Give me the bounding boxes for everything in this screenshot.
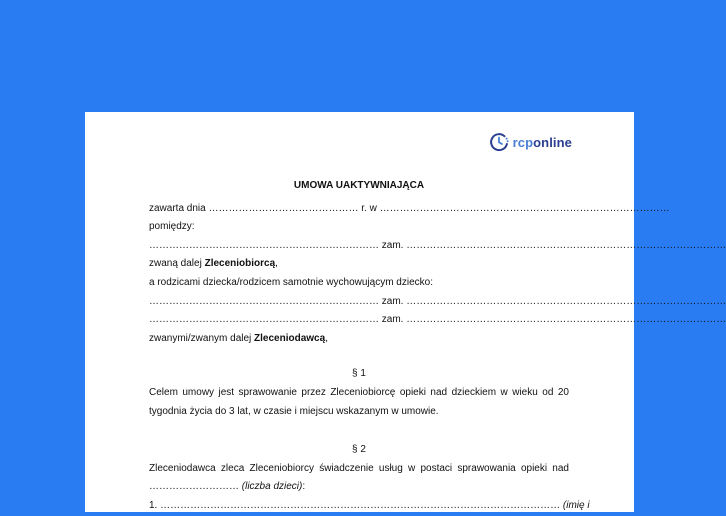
contract-body: [149, 177, 726, 516]
client-definition-prefix: zwanymi/zwanym dalej: [149, 332, 255, 344]
contractor-definition-prefix: zwaną dalej: [149, 258, 205, 270]
date-place-line: zawarta dnia ……………………………………… r. w ……………………………………………………………………………: [149, 202, 670, 214]
document-title: UMOWA UAKTYWNIAJĄCA: [293, 180, 425, 191]
client-term: Zleceniodawcą: [254, 332, 326, 344]
section-2-text-line-1: Zleceniodawca zleca Zleceniobiorcy świadczenie usług w postaci sprawowania opieki nad: [149, 462, 569, 474]
children-count-hint: (liczba dzieci): [241, 481, 303, 493]
section-2-text-line-2: [149, 478, 569, 497]
contractor-definition-line: [149, 255, 569, 274]
brand-name: [513, 135, 572, 150]
section-2-item-1: [149, 497, 590, 516]
section-1-text-line-2: tygodnia życia do 3 lat, w czasie i miejscu wskazanym w umowie.: [149, 405, 439, 417]
section-1-heading: § 1: [352, 368, 366, 380]
brand-logo: [489, 132, 572, 152]
client-definition-line: [149, 330, 569, 349]
contractor-term: Zleceniobiorcą: [204, 258, 276, 270]
item-1-blank: 1. …………………………………………………………………………………………………………: [149, 499, 563, 511]
clock-icon: [489, 132, 509, 152]
client-definition-suffix: ,: [325, 332, 328, 344]
between-line: pomiędzy:: [149, 221, 195, 233]
children-count-blank: ………………………: [149, 481, 242, 493]
section-2-heading: § 2: [352, 444, 366, 456]
parent-address-line-2: …………………………………………………………… zam. ……………………………………………………………………………………: [149, 314, 726, 326]
brand-name-online: online: [533, 134, 572, 150]
contractor-definition-suffix: ,: [275, 258, 278, 270]
brand-name-rcp: rcp: [512, 134, 534, 150]
parent-address-line-1: …………………………………………………………… zam. ……………………………………………………………………………………: [149, 295, 726, 307]
item-1-hint: (imię i: [562, 499, 590, 511]
section-1-text-line-1: Celem umowy jest sprawowanie przez Zleceniobiorcę opieki nad dzieckiem w wieku od 20: [149, 386, 569, 398]
children-count-colon: :: [302, 481, 306, 493]
contractor-address-line: …………………………………………………………… zam. ……………………………………………………………………………………: [149, 239, 726, 251]
parents-line: a rodzicami dziecka/rodzicem samotnie wychowującym dziecko:: [149, 276, 433, 288]
document-page: [85, 112, 726, 512]
